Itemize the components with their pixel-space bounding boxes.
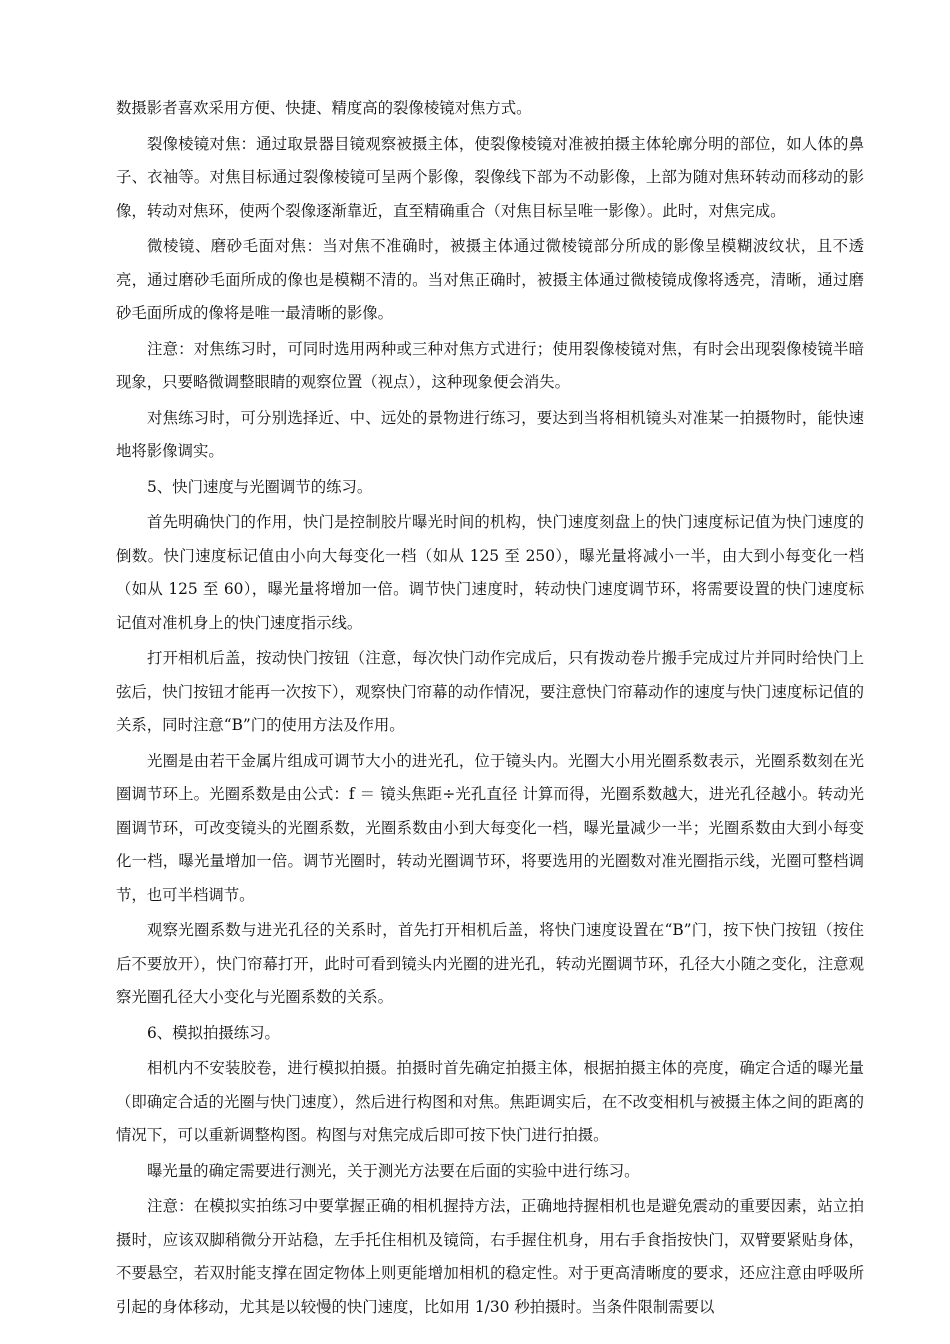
paragraph-aperture-observe: 观察光圈系数与进光孔径的关系时，首先打开相机后盖，将快门速度设置在“B”门，按下快门按钮（按住后不要放开），快门帘幕打开，此时可看到镜头内光圈的进光孔，转动光圈调节环，孔径大小随之变化，注意观察光圈孔径大小变化与光圈系数的关系。: [116, 921, 864, 1006]
paragraph-continuation: 数摄影者喜欢采用方便、快捷、精度高的裂像棱镜对焦方式。: [116, 99, 532, 117]
paragraph-metering: 曝光量的确定需要进行测光，关于测光方法要在后面的实验中进行练习。: [147, 1161, 640, 1180]
paragraph-holding-note: 注意：在模拟实拍练习中要掌握正确的相机握持方法，正确地持握相机也是避免震动的重要因素，站立拍摄时，应该双脚稍微分开站稳，左手托住相机及镜筒，右手握住机身，用右手食指按快门，双臂要紧贴身体，不要悬空，若双肘能支撑在固定物体上则更能增加相机的稳定性。对于更高清晰度的要求，还应注意由呼吸所引起的身体移动，尤其是以较慢的快门速度，比如用 1/30 秒拍摄时。当条件限制需要以: [116, 1197, 864, 1316]
paragraph-shutter-observe: 打开相机后盖，按动快门按钮（注意，每次快门动作完成后，只有拨动卷片搬手完成过片并同时给快门上弦后，快门按钮才能再一次按下），观察快门帘幕的动作情况，要注意快门帘幕动作的速度与快门速度标记值的关系，同时注意“B”门的使用方法及作用。: [116, 649, 864, 734]
paragraph-focus-practice: 对焦练习时，可分别选择近、中、远处的景物进行练习，要达到当将相机镜头对准某一拍摄物时，能快速地将影像调实。: [116, 408, 864, 460]
document-page: [116, 92, 864, 1326]
paragraph-focus-note: 注意：对焦练习时，可同时选用两种或三种对焦方式进行；使用裂像棱镜对焦，有时会出现裂像棱镜半暗现象，只要略微调整眼睛的观察位置（视点），这种现象便会消失。: [116, 339, 864, 391]
paragraph-simulated-shooting: 相机内不安装胶卷，进行模拟拍摄。拍摄时首先确定拍摄主体，根据拍摄主体的亮度，确定合适的曝光量（即确定合适的光圈与快门速度），然后进行构图和对焦。焦距调实后，在不改变相机与被摄主体之间的距离的情况下，可以重新调整构图。构图与对焦完成后即可按下快门进行拍摄。: [116, 1059, 864, 1144]
paragraph-microprism-focus: 微棱镜、磨砂毛面对焦：当对焦不准确时，被摄主体通过微棱镜部分所成的影像呈模糊波纹状，且不透亮，通过磨砂毛面所成的像也是模糊不清的。当对焦正确时，被摄主体通过微棱镜成像将透亮，清晰，通过磨砂毛面所成的像将是唯一最清晰的影像。: [116, 237, 864, 322]
section-heading-6: 6、模拟拍摄练习。: [147, 1023, 280, 1042]
paragraph-aperture: 光圈是由若干金属片组成可调节大小的进光孔，位于镜头内。光圈大小用光圈系数表示，光圈系数刻在光圈调节环上。光圈系数是由公式：f ＝ 镜头焦距÷光孔直径 计算而得，光圈系数越大，进光孔径越小。转动光圈调节环，可改变镜头的光圈系数，光圈系数由小到大每变化一档，曝光量减少一半；光圈系数由大到小每变化一档，曝光量增加一倍。调节光圈时，转动光圈调节环，将要选用的光圈数对准光圈指示线，光圈可整档调节，也可半档调节。: [116, 751, 864, 904]
paragraph-shutter-function: 首先明确快门的作用，快门是控制胶片曝光时间的机构，快门速度刻盘上的快门速度标记值为快门速度的倒数。快门速度标记值由小向大每变化一档（如从 125 至 250），曝光量将减小一半，由大到小每变化一档（如从 125 至 60），曝光量将增加一倍。调节快门速度时，转动快门速度调节环，将需要设置的快门速度标记值对准机身上的快门速度指示线。: [116, 513, 864, 632]
paragraph-split-prism-focus: 裂像棱镜对焦：通过取景器目镜观察被摄主体，使裂像棱镜对准被拍摄主体轮廓分明的部位，如人体的鼻子、衣袖等。对焦目标通过裂像棱镜可呈两个影像，裂像线下部为不动影像，上部为随对焦环转动而移动的影像，转动对焦环，使两个裂像逐渐靠近，直至精确重合（对焦目标呈唯一影像）。此时，对焦完成。: [116, 134, 864, 220]
section-heading-5: 5、快门速度与光圈调节的练习。: [147, 477, 373, 496]
